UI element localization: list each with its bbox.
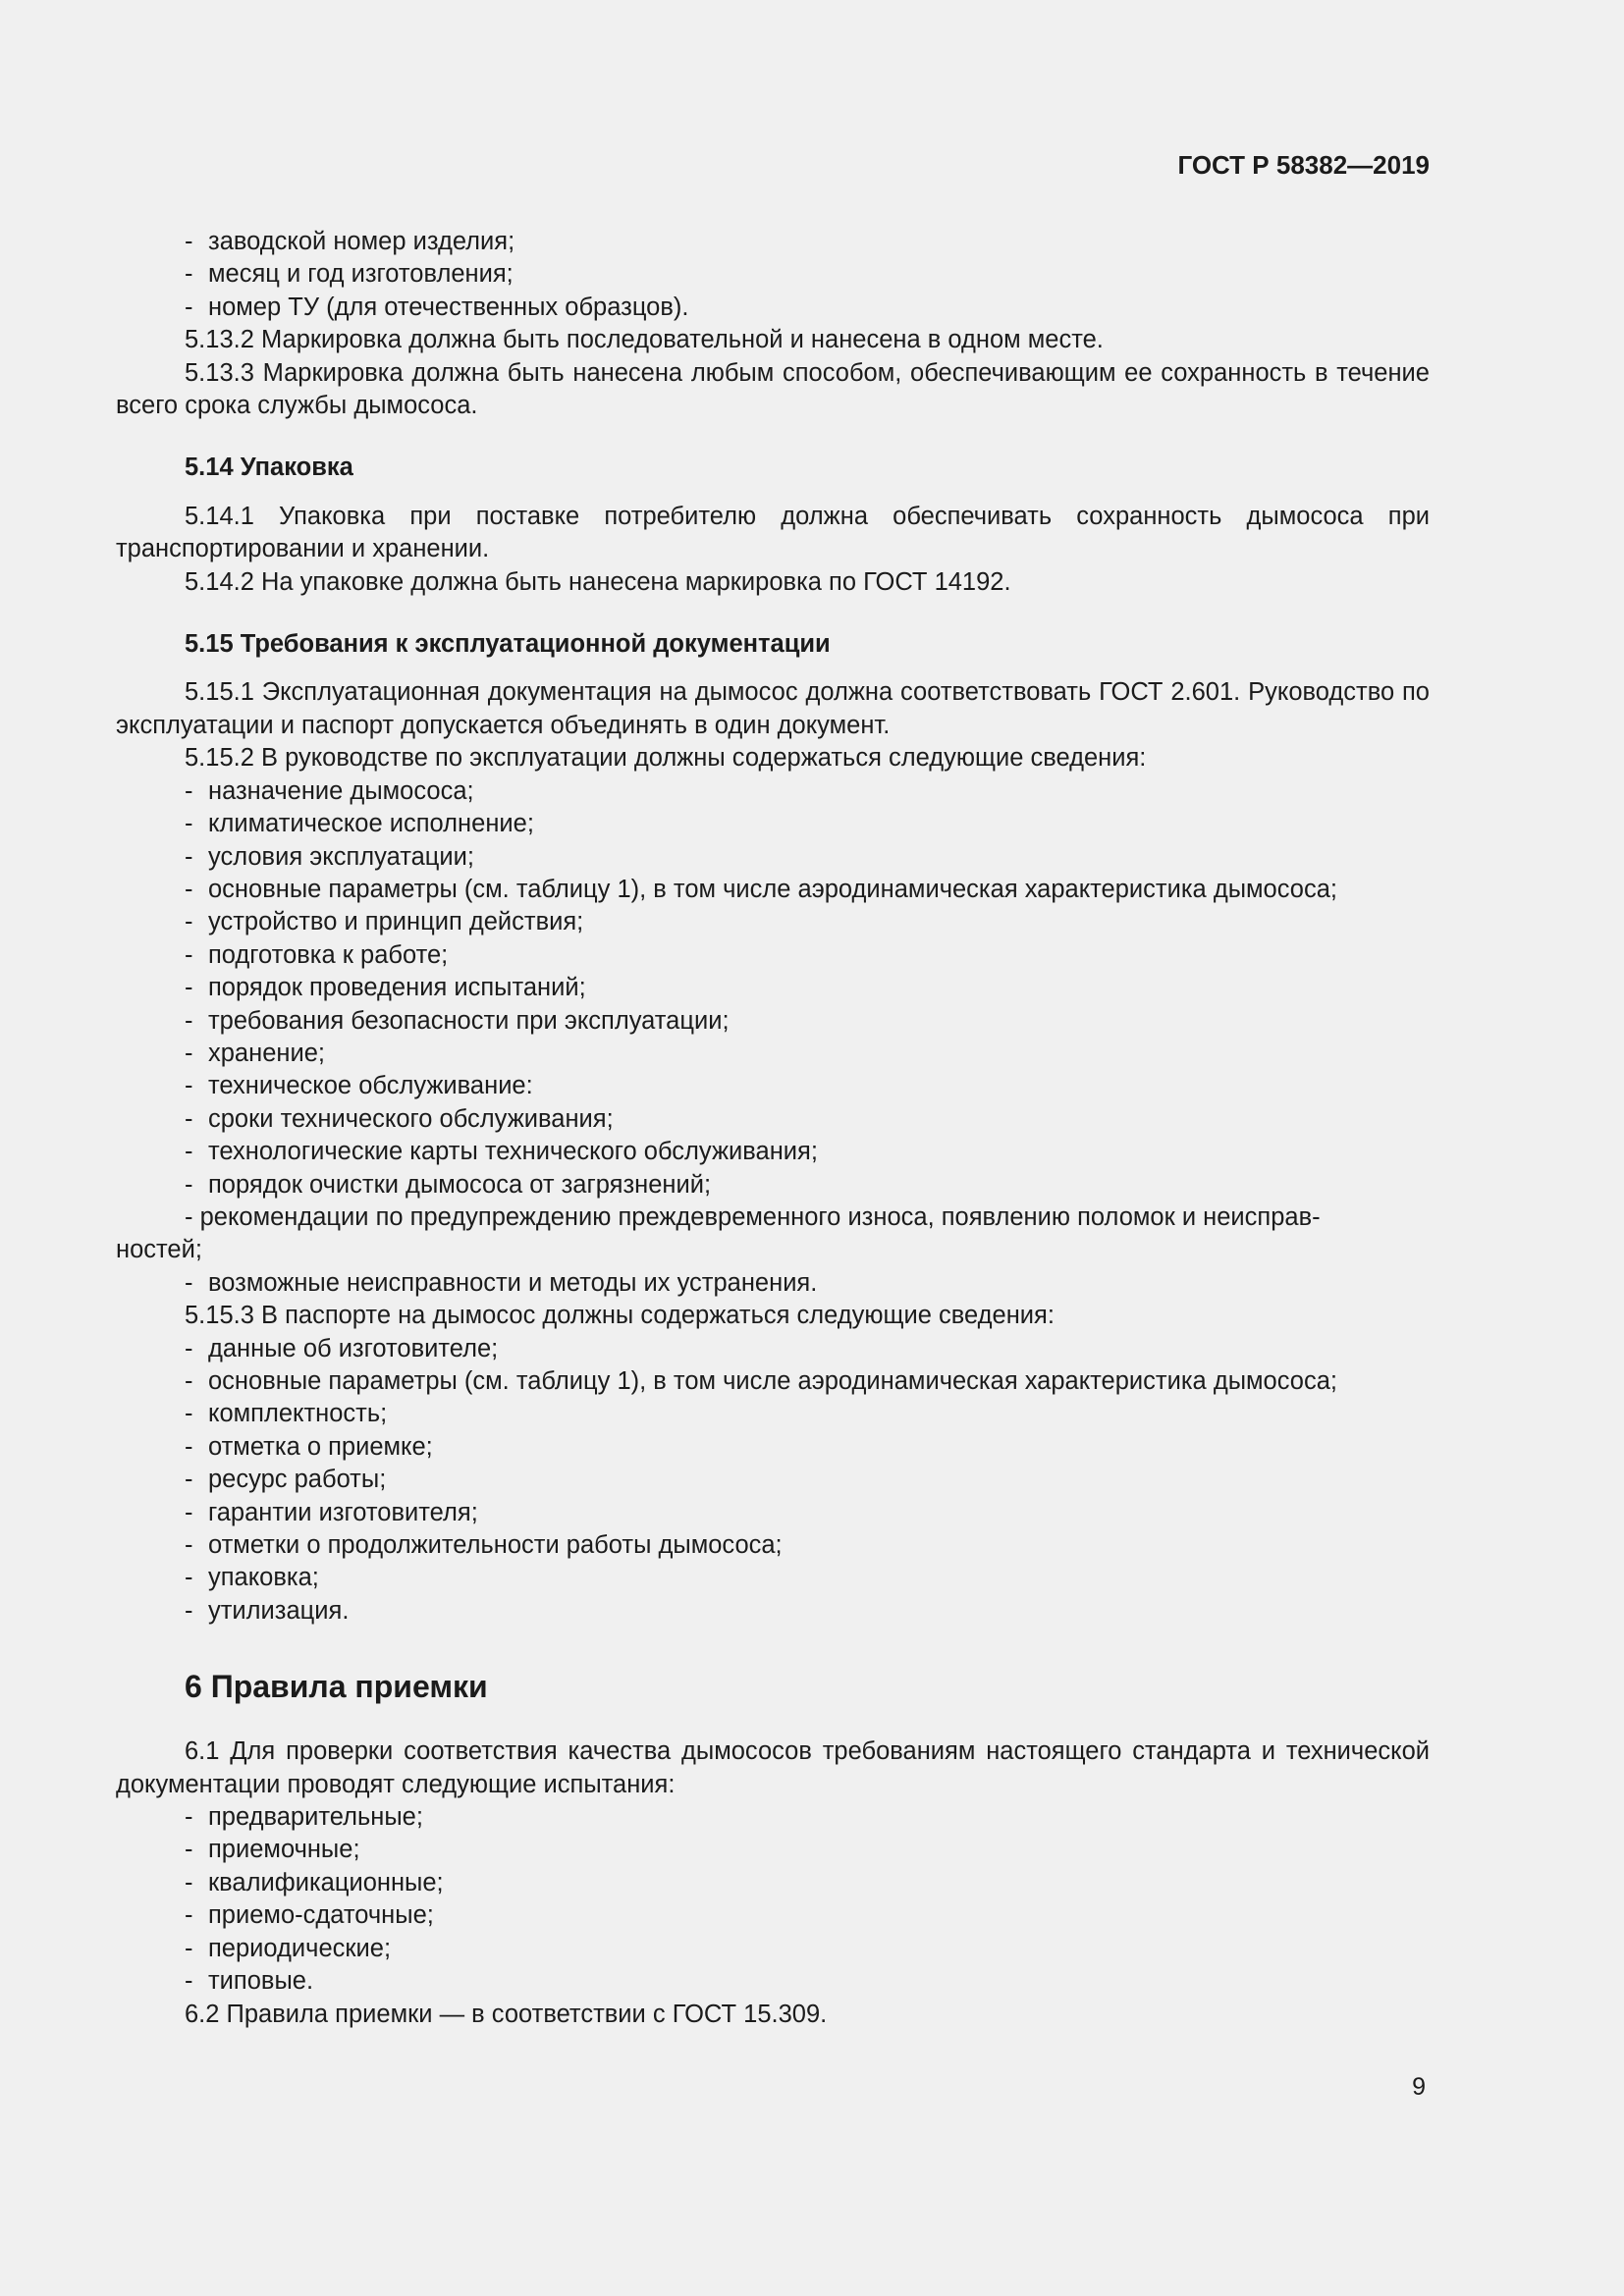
list-item: - заводской номер изделия; (116, 226, 1430, 258)
list-item: - гарантии изготовителя; (116, 1497, 1430, 1529)
list-item: - предварительные; (116, 1801, 1430, 1834)
list-item: - квалификационные; (116, 1867, 1430, 1899)
list-item: - порядок проведения испытаний; (116, 972, 1430, 1004)
list-item: - хранение; (116, 1038, 1430, 1070)
paragraph-5-13-2: 5.13.2 Маркировка должна быть последовательной и нанесена в одном месте. (185, 326, 1104, 354)
list-item: - устройство и принцип действия; (116, 906, 1430, 938)
list-item: - основные параметры (см. таблицу 1), в том числе аэродинамическая характеристика дымососа; (116, 874, 1430, 906)
list-item: - подготовка к работе; (116, 939, 1430, 972)
paragraph-6-2: 6.2 Правила приемки — в соответствии с ГОСТ 15.309. (185, 2000, 828, 2028)
page-content (116, 226, 1430, 2031)
list-item: - основные параметры (см. таблицу 1), в том числе аэродинамическая характеристика дымососа; (116, 1365, 1430, 1398)
list-item: - возможные неисправности и методы их устранения. (116, 1267, 1430, 1300)
list-item: - комплектность; (116, 1398, 1430, 1430)
paragraph-5-15-1: 5.15.1 Эксплуатационная документация на дымосос должна соответствовать ГОСТ 2.601. Руководство по эксплуатации и паспорт допускается объединять в один документ. (116, 678, 1430, 739)
paragraph-5-15-3: 5.15.3 В паспорте на дымосос должны содержаться следующие сведения: (185, 1302, 1055, 1330)
list-item: - приемочные; (116, 1834, 1430, 1866)
list-item: - ресурс работы; (116, 1464, 1430, 1496)
list-item: - технологические карты технического обслуживания; (116, 1136, 1430, 1168)
list-item: - упаковка; (116, 1562, 1430, 1594)
list-item: - данные об изготовителе; (116, 1333, 1430, 1365)
list-item: - номер ТУ (для отечественных образцов). (116, 292, 1430, 324)
list-item: - периодические; (116, 1933, 1430, 1965)
list-item: - требования безопасности при эксплуатации; (116, 1005, 1430, 1038)
heading-5-14: 5.14 Упаковка (185, 454, 353, 482)
paragraph-5-15-2: 5.15.2 В руководстве по эксплуатации должны содержаться следующие сведения: (185, 744, 1147, 773)
list-item: - техническое обслуживание: (116, 1070, 1430, 1102)
list-item: - отметки о продолжительности работы дымососа; (116, 1529, 1430, 1562)
paragraph-5-14-1: 5.14.1 Упаковка при поставке потребителю должна обеспечивать сохранность дымососа при транспортировании и хранении. (116, 502, 1430, 563)
list-item-long-line2: ностей; (116, 1236, 202, 1264)
document-id: ГОСТ Р 58382—2019 (1177, 150, 1430, 180)
list-item: - климатическое исполнение; (116, 808, 1430, 840)
list-item: - отметка о приемке; (116, 1431, 1430, 1464)
heading-5-15: 5.15 Требования к эксплуатационной документации (185, 630, 831, 659)
paragraph-6-1: 6.1 Для проверки соответствия качества дымососов требованиям настоящего стандарта и технической документации проводят следующие испытания: (116, 1737, 1430, 1798)
paragraph-5-13-3: 5.13.3 Маркировка должна быть нанесена любым способом, обеспечивающим ее сохранность в течение всего срока службы дымососа. (116, 358, 1430, 420)
list-item: - назначение дымососа; (116, 775, 1430, 808)
list-item: - типовые. (116, 1965, 1430, 1998)
list-item: - сроки технического обслуживания; (116, 1103, 1430, 1136)
list-item: - месяц и год изготовления; (116, 258, 1430, 291)
list-item: - порядок очистки дымососа от загрязнений; (116, 1169, 1430, 1201)
list-item: - приемо-сдаточные; (116, 1899, 1430, 1932)
list-item: - условия эксплуатации; (116, 841, 1430, 874)
page-number: 9 (1412, 2073, 1426, 2101)
list-item-long-line1: - рекомендации по предупреждению преждевременного износа, появлению поломок и неисправ- (185, 1202, 1321, 1231)
paragraph-5-14-2: 5.14.2 На упаковке должна быть нанесена маркировка по ГОСТ 14192. (185, 567, 1011, 596)
list-item: - утилизация. (116, 1595, 1430, 1628)
heading-section-6: 6 Правила приемки (185, 1669, 488, 1705)
